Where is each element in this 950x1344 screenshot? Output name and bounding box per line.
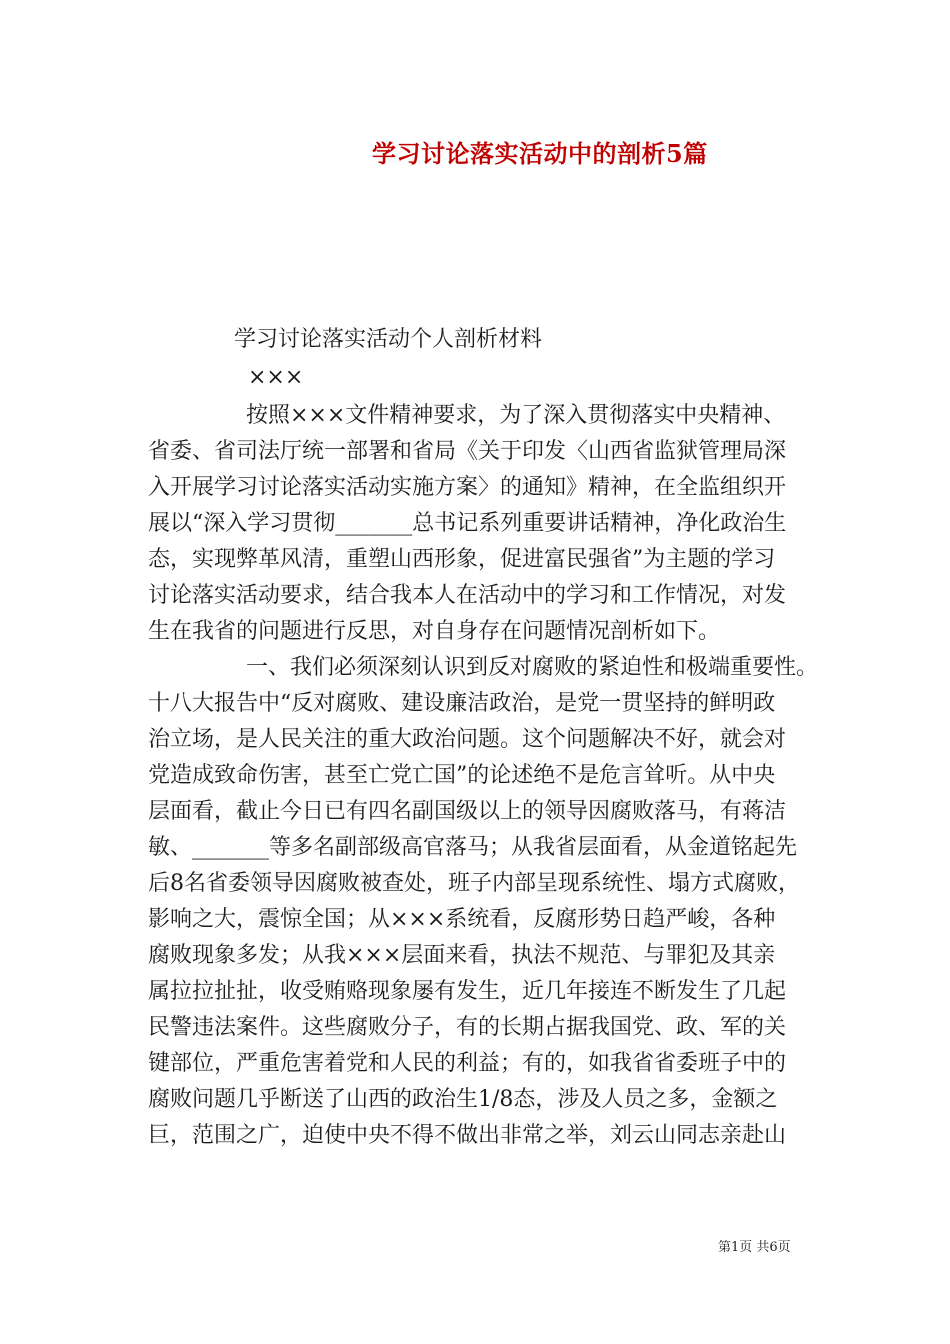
paragraph-1-line: 讨论落实活动要求，结合我本人在活动中的学习和工作情况，对发 (148, 583, 787, 608)
paragraph-2-line: 民警违法案件。这些腐败分子，有的长期占据我国党、政、军的关 (148, 1015, 787, 1040)
paragraph-1-line: 入开展学习讨论落实活动实施方案〉的通知》精神，在全监组织开 (148, 475, 787, 500)
paragraph-2-line: 键部位，严重危害着党和人民的利益；有的，如我省省委班子中的 (148, 1051, 787, 1076)
document-title: 学习讨论落实活动中的剖析5篇 (372, 139, 708, 168)
paragraph-2-line: 腐败现象多发；从我×××层面来看，执法不规范、与罪犯及其亲 (148, 943, 776, 968)
paragraph-1-line: 态，实现弊革风清，重塑山西形象，促进富民强省”为主题的学习 (148, 547, 776, 572)
paragraph-2-line: 影响之大，震惊全国；从×××系统看，反腐形势日趋严峻，各种 (148, 907, 776, 932)
paragraph-2-line: 一、我们必须深刻认识到反对腐败的紧迫性和极端重要性。 (246, 655, 819, 680)
paragraph-2-line: 治立场，是人民关注的重大政治问题。这个问题解决不好，就会对 (148, 727, 787, 752)
paragraph-2-line: 敏、_______等多名副部级高官落马；从我省层面看，从金道铭起先 (148, 835, 798, 860)
paragraph-1-line: 生在我省的问题进行反思，对自身存在问题情况剖析如下。 (148, 619, 721, 644)
paragraph-2-line: 党造成致命伤害，甚至亡党亡国”的论述绝不是危言耸听。从中央 (148, 763, 776, 788)
paragraph-1-line: 按照×××文件精神要求，为了深入贯彻落实中央精神、 (246, 403, 786, 428)
paragraph-1-line: 省委、省司法厅统一部署和省局《关于印发〈山西省监狱管理局深 (148, 439, 787, 464)
paragraph-2-line: 巨，范围之广，迫使中央不得不做出非常之举，刘云山同志亲赴山 (148, 1123, 787, 1148)
document-subtitle: 学习讨论落实活动个人剖析材料 (234, 327, 543, 352)
paragraph-2-line: 属拉拉扯扯，收受贿赂现象屡有发生，近几年接连不断发生了几起 (148, 979, 787, 1004)
paragraph-2-line: 后8名省委领导因腐败被查处，班子内部呈现系统性、塌方式腐败， (148, 871, 800, 896)
paragraph-2-line: 十八大报告中“反对腐败、建设廉洁政治，是党一贯坚持的鲜明政 (148, 691, 776, 716)
document-author: ××× (248, 365, 304, 390)
paragraph-2-line: 腐败问题几乎断送了山西的政治生1/8态，涉及人员之多，金额之 (148, 1087, 778, 1112)
page-footer: 第1页 共6页 (718, 1240, 791, 1255)
paragraph-1-line: 展以“深入学习贯彻_______总书记系列重要讲话精神，净化政治生 (148, 511, 787, 536)
paragraph-2-line: 层面看，截止今日已有四名副国级以上的领导因腐败落马，有蒋洁 (148, 799, 787, 824)
